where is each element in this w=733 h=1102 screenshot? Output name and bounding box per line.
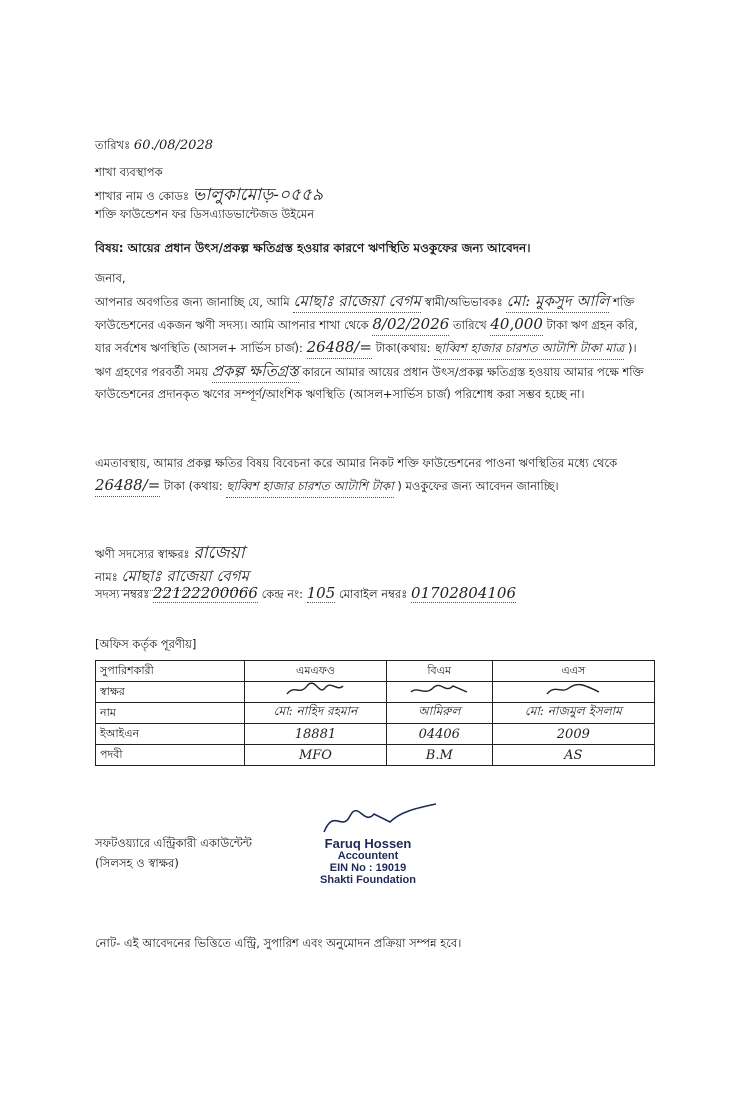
member-signature: রাজেয়া bbox=[193, 543, 245, 563]
row-label: পদবী bbox=[96, 745, 245, 766]
organization-name: শক্তি ফাউন্ডেশন ফর ডিসএ্যাডভান্টেজড উইমেন bbox=[95, 207, 315, 221]
table-row bbox=[96, 682, 655, 703]
footer-note: নোট- এই আবেদনের ভিত্তিতে এন্ট্রি, সুপারিশ এবং অনুমোদন প্রক্রিয়া সম্পন্ন হবে। bbox=[95, 936, 462, 950]
signature-cell bbox=[245, 682, 387, 703]
signature-cell bbox=[386, 682, 492, 703]
table-cell: MFO bbox=[245, 745, 387, 766]
signature-scribble-icon bbox=[285, 682, 345, 698]
member-id-field: 22122200066 bbox=[152, 584, 258, 602]
member-name-field: মোছাঃ রাজেয়া বেগম bbox=[121, 565, 249, 591]
accountant-stamp bbox=[313, 838, 423, 886]
member-name-line: নামঃ মোছাঃ রাজেয়া বেগম bbox=[95, 565, 249, 591]
office-header-row bbox=[96, 661, 655, 682]
table-cell: B.M bbox=[386, 745, 492, 766]
header-cell: এএস bbox=[492, 661, 654, 682]
branch-value: ভালুকামোড়-০৫৫৯ bbox=[192, 185, 323, 205]
member-signature-line: ঋণী সদস্যের স্বাক্ষরঃ রাজেয়া bbox=[95, 543, 245, 563]
date-label: তারিখঃ bbox=[95, 138, 131, 152]
body-paragraph-2: এমতাবস্থায়, আমার প্রকল্প ক্ষতির বিষয় বিবেচনা করে আমার নিকট শক্তি ফাউন্ডেশনের পাওনা ঋণস্থিতির মধ্যে থেকে 26488/= টাকা (কথায়: ছাব্বিশ হাজার চারশত আটাশি টাকা ) মওকুফের জন্য আবেদন জানাচ্ছি। bbox=[95, 452, 650, 498]
stamp-name: Faruq Hossen bbox=[324, 836, 412, 851]
accountant-label: সফটওয়্যারে এন্ট্রিকারী একাউন্টেন্ট bbox=[95, 836, 252, 850]
table-row bbox=[96, 724, 655, 745]
table-cell: 18881 bbox=[245, 724, 387, 745]
center-number-field: 105 bbox=[306, 584, 336, 602]
header-cell: বিএম bbox=[386, 661, 492, 682]
row-label: স্বাক্ষর bbox=[96, 682, 245, 703]
table-cell: AS bbox=[492, 745, 654, 766]
waive-amount-words-field: ছাব্বিশ হাজার চারশত আটাশি টাকা bbox=[226, 475, 393, 498]
guardian-name-field: মো: মুকসুদ আলি bbox=[506, 290, 609, 313]
table-row bbox=[96, 745, 655, 766]
member-ids-line: সদস্য নম্বরঃ 22122200066 কেন্দ্র নং: 105 মোবাইল নম্বরঃ 01702804106 bbox=[95, 584, 517, 602]
table-cell: মো: নাহিদ রহমান bbox=[245, 703, 387, 724]
branch-label: শাখার নাম ও কোডঃ bbox=[95, 189, 190, 203]
applicant-name-field: মোছাঃ রাজেয়া বেগম bbox=[293, 290, 421, 313]
waive-amount-field: 26488/= bbox=[95, 474, 160, 497]
table-cell: আমিরুল bbox=[386, 703, 492, 724]
mobile-number-field: 01702804106 bbox=[411, 584, 517, 602]
office-section-title: [অফিস কর্তৃক পূরণীয়] bbox=[95, 637, 197, 651]
header-cell: এমএফও bbox=[245, 661, 387, 682]
row-label: নাম bbox=[96, 703, 245, 724]
signature-scribble-icon bbox=[543, 682, 603, 698]
loan-amount-field: 40,000 bbox=[490, 313, 543, 336]
loan-date-field: 8/02/2026 bbox=[372, 313, 449, 336]
balance-field: 26488/= bbox=[307, 336, 372, 359]
table-cell: মো: নাজমুল ইসলাম bbox=[492, 703, 654, 724]
balance-in-words-field: ছাব্বিশ হাজার চারশত আটাশি টাকা মাত্র bbox=[434, 337, 624, 360]
body-paragraph-1: আপনার অবগতির জন্য জানাচ্ছি যে, আমি মোছাঃ রাজেয়া বেগম স্বামী/অভিভাবকঃ মো: মুকসুদ আলি শক্তি ফাউন্ডেশনের একজন ঋণী সদস্য। আমি আপনার শাখা থেকে 8/02/2026 তারিখে 40,000 টাকা ঋণ গ্রহন করি, যার সর্বশেষ ঋণস্থিতি (আসল+ সার্ভিস চার্জ): 26488/= টাকা(কথায়: ছাব্বিশ হাজার চারশত আটাশি টাকা মাত্র )। ঋণ গ্রহণের পরবর্তী সময় প্রকল্প ক্ষতিগ্রস্ত কারনে আমার আয়ের প্রধান উৎস/প্রকল্প ক্ষতিগ্রস্ত হওয়ায় আমার পক্ষে শক্তি ফাউন্ডেশনের প্রদানকৃত ঋণের সম্পূর্ণ/আংশিক ঋণস্থিতি (আসল+সার্ভিস চার্জ) পরিশোধ করা সম্ভব হচ্ছে না। bbox=[95, 292, 644, 401]
recipient-title: শাখা ব্যবস্থাপক bbox=[95, 165, 163, 179]
accountant-sublabel: (সিলসহ ও স্বাক্ষর) bbox=[95, 856, 179, 870]
table-row bbox=[96, 703, 655, 724]
signature-cell bbox=[492, 682, 654, 703]
header-cell: সুপারিশকারী bbox=[96, 661, 245, 682]
subject-line: বিষয়: আয়ের প্রধান উৎস/প্রকল্প ক্ষতিগ্রস্ত হওয়ার কারণে ঋণস্থিতি মওকুফের জন্য আবেদন। bbox=[95, 241, 531, 255]
salutation: জনাব, bbox=[95, 271, 126, 285]
date-value: 60./08/2028 bbox=[133, 138, 213, 153]
office-table bbox=[95, 660, 655, 766]
stamp-title: Accountent bbox=[337, 850, 399, 862]
date-line bbox=[95, 137, 213, 156]
table-cell: 2009 bbox=[492, 724, 654, 745]
stamp-org: Shakti Foundation bbox=[320, 874, 416, 886]
reason-field: প্রকল্প ক্ষতিগ্রস্ত bbox=[212, 360, 299, 383]
table-cell: 04406 bbox=[386, 724, 492, 745]
signature-scribble-icon bbox=[409, 682, 469, 698]
row-label: ইআইএন bbox=[96, 724, 245, 745]
stamp-ein: EIN No : 19019 bbox=[329, 862, 407, 874]
